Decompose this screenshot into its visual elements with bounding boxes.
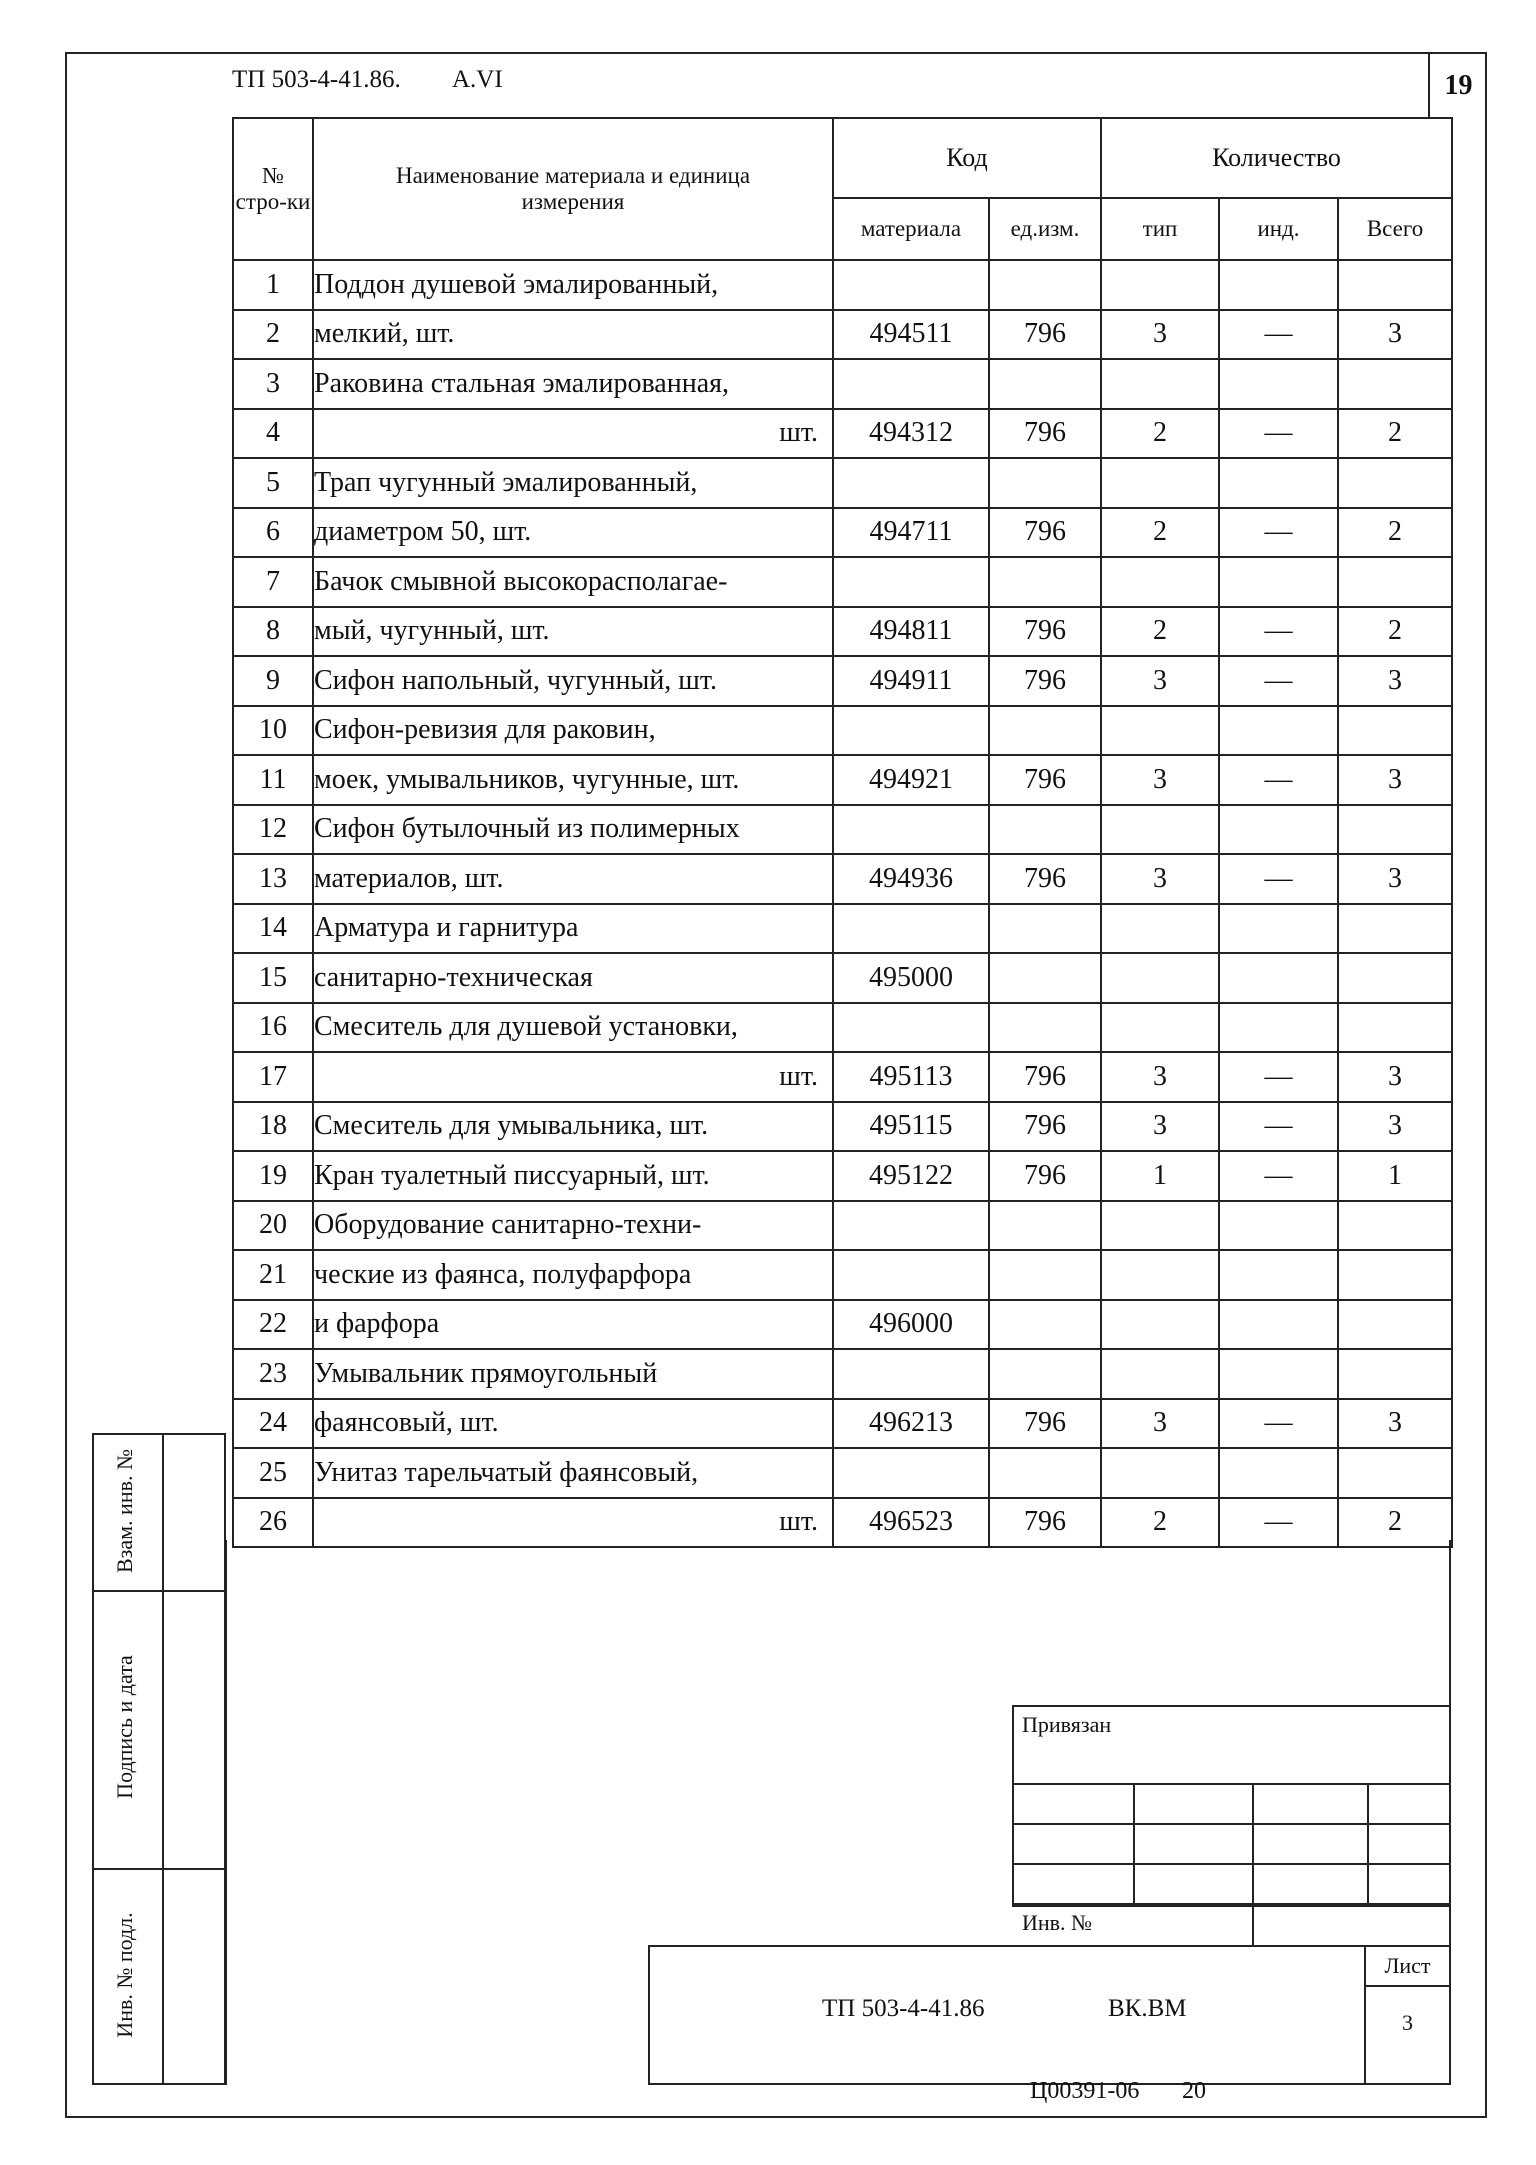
row-number: 9 [233, 656, 313, 706]
unit-code [989, 557, 1101, 607]
col-name: Наименование материала и единица измерения [313, 118, 833, 260]
side-stamp-row-1 [92, 1590, 226, 1592]
header-album: A.VI [452, 66, 503, 93]
qty-ind: — [1219, 1399, 1338, 1449]
qty-type [1101, 458, 1219, 508]
row-number: 7 [233, 557, 313, 607]
qty-ind [1219, 1250, 1338, 1300]
material-name: моек, умывальников, чугунные, шт. [313, 755, 833, 805]
qty-type [1101, 706, 1219, 756]
qty-ind [1219, 904, 1338, 954]
table-row [233, 260, 1452, 310]
row-number: 1 [233, 260, 313, 310]
unit-code: 796 [989, 1151, 1101, 1201]
qty-ind [1219, 458, 1338, 508]
qty-ind [1219, 1448, 1338, 1498]
unit-code: 796 [989, 656, 1101, 706]
col-qty-total: Всего [1338, 198, 1452, 260]
qty-type: 1 [1101, 1151, 1219, 1201]
material-code [833, 706, 989, 756]
table-row [233, 755, 1452, 805]
material-code: 495115 [833, 1102, 989, 1152]
table-row [233, 1349, 1452, 1399]
qty-type [1101, 1300, 1219, 1350]
table-row [233, 1201, 1452, 1251]
page-number: 19 [1444, 70, 1473, 101]
qty-ind [1219, 359, 1338, 409]
qty-type: 3 [1101, 854, 1219, 904]
table-row [233, 557, 1452, 607]
qty-type: 2 [1101, 508, 1219, 558]
table-row [233, 1052, 1452, 1102]
unit-code: 796 [989, 1052, 1101, 1102]
unit-code [989, 1201, 1101, 1251]
qty-total [1338, 1349, 1452, 1399]
table-row [233, 508, 1452, 558]
qty-type [1101, 953, 1219, 1003]
table-row [233, 1300, 1452, 1350]
sheet-number: 3 [1402, 2010, 1413, 2035]
qty-total [1338, 805, 1452, 855]
qty-ind: — [1219, 1052, 1338, 1102]
qty-total: 2 [1338, 508, 1452, 558]
table-row [233, 1498, 1452, 1548]
qty-total: 2 [1338, 409, 1452, 459]
table-row [233, 1399, 1452, 1449]
qty-ind [1219, 1003, 1338, 1053]
table-row [233, 706, 1452, 756]
unit-code: 796 [989, 854, 1101, 904]
qty-type [1101, 1003, 1219, 1053]
qty-type [1101, 1448, 1219, 1498]
qty-ind [1219, 1349, 1338, 1399]
stamp-grid-row [1012, 1905, 1451, 1907]
col-qty-group: Количество [1101, 118, 1452, 198]
qty-ind [1219, 260, 1338, 310]
row-number: 17 [233, 1052, 313, 1102]
material-code [833, 1448, 989, 1498]
qty-ind: — [1219, 854, 1338, 904]
material-name: Кран туалетный писсуарный, шт. [313, 1151, 833, 1201]
qty-type [1101, 1201, 1219, 1251]
qty-ind: — [1219, 1498, 1338, 1548]
material-name: шт. [313, 1052, 833, 1102]
row-number: 10 [233, 706, 313, 756]
qty-total [1338, 904, 1452, 954]
qty-total [1338, 1300, 1452, 1350]
table-row [233, 409, 1452, 459]
row-number: 3 [233, 359, 313, 409]
row-number: 5 [233, 458, 313, 508]
qty-total [1338, 1003, 1452, 1053]
table-row [233, 805, 1452, 855]
header-doc-code: ТП 503-4-41.86. [232, 66, 401, 93]
stamp-grid-col [1252, 1783, 1254, 1905]
qty-total: 1 [1338, 1151, 1452, 1201]
qty-type: 3 [1101, 1102, 1219, 1152]
side-inv-podl-label: Инв. № подл. [112, 1912, 137, 2038]
material-code [833, 359, 989, 409]
qty-type: 3 [1101, 310, 1219, 360]
table-row [233, 1151, 1452, 1201]
material-code [833, 1250, 989, 1300]
qty-type: 3 [1101, 1399, 1219, 1449]
qty-type [1101, 1250, 1219, 1300]
qty-ind: — [1219, 755, 1338, 805]
material-name: диаметром 50, шт. [313, 508, 833, 558]
unit-code [989, 1349, 1101, 1399]
qty-ind: — [1219, 310, 1338, 360]
qty-total [1338, 359, 1452, 409]
qty-type: 2 [1101, 409, 1219, 459]
qty-total: 3 [1338, 755, 1452, 805]
material-code: 494711 [833, 508, 989, 558]
table-row [233, 607, 1452, 657]
unit-code [989, 706, 1101, 756]
material-name: и фарфора [313, 1300, 833, 1350]
material-code: 494921 [833, 755, 989, 805]
qty-ind [1219, 1300, 1338, 1350]
qty-ind: — [1219, 1102, 1338, 1152]
qty-ind: — [1219, 1151, 1338, 1201]
table-row [233, 310, 1452, 360]
material-code [833, 557, 989, 607]
table-row [233, 904, 1452, 954]
material-name: Арматура и гарнитура [313, 904, 833, 954]
qty-type [1101, 359, 1219, 409]
qty-type: 3 [1101, 656, 1219, 706]
row-number: 20 [233, 1201, 313, 1251]
material-code: 494811 [833, 607, 989, 657]
title-section: ВК.ВМ [1108, 1995, 1187, 2022]
material-name: Умывальник прямоугольный [313, 1349, 833, 1399]
title-block-sheet-row [1364, 1985, 1451, 1987]
col-code-unit: ед.изм. [989, 198, 1101, 260]
material-code [833, 1349, 989, 1399]
material-name: мый, чугунный, шт. [313, 607, 833, 657]
row-number: 23 [233, 1349, 313, 1399]
material-code: 494936 [833, 854, 989, 904]
material-code: 495000 [833, 953, 989, 1003]
row-number: 12 [233, 805, 313, 855]
materials-table [232, 117, 1453, 1548]
material-name: фаянсовый, шт. [313, 1399, 833, 1449]
privyazan-label: Привязан [1022, 1712, 1112, 1737]
unit-code: 796 [989, 409, 1101, 459]
title-doc-code: ТП 503-4-41.86 [822, 1995, 985, 2022]
material-name: Поддон душевой эмалированный, [313, 260, 833, 310]
qty-total: 3 [1338, 854, 1452, 904]
col-qty-ind: инд. [1219, 198, 1338, 260]
qty-total [1338, 706, 1452, 756]
qty-total: 3 [1338, 656, 1452, 706]
material-name: Сифон напольный, чугунный, шт. [313, 656, 833, 706]
qty-type [1101, 1349, 1219, 1399]
stamp-grid-col [1367, 1783, 1369, 1905]
row-number: 21 [233, 1250, 313, 1300]
material-name: Раковина стальная эмалированная, [313, 359, 833, 409]
table-row [233, 656, 1452, 706]
sheet-label: Лист [1384, 1953, 1431, 1978]
row-number: 15 [233, 953, 313, 1003]
unit-code [989, 953, 1101, 1003]
material-name: Смеситель для умывальника, шт. [313, 1102, 833, 1152]
row-number: 8 [233, 607, 313, 657]
qty-ind [1219, 953, 1338, 1003]
qty-total: 3 [1338, 1052, 1452, 1102]
stamp-grid-row [1012, 1823, 1451, 1825]
row-number: 26 [233, 1498, 313, 1548]
qty-type: 2 [1101, 607, 1219, 657]
qty-total [1338, 1448, 1452, 1498]
stamp-grid [1012, 1783, 1451, 1905]
qty-type: 2 [1101, 1498, 1219, 1548]
table-row [233, 458, 1452, 508]
material-name: Сифон-ревизия для раковин, [313, 706, 833, 756]
material-code: 496523 [833, 1498, 989, 1548]
qty-type [1101, 557, 1219, 607]
qty-type: 3 [1101, 755, 1219, 805]
title-block [648, 1945, 1451, 2085]
unit-code [989, 904, 1101, 954]
material-name: материалов, шт. [313, 854, 833, 904]
qty-ind [1219, 805, 1338, 855]
unit-code: 796 [989, 310, 1101, 360]
material-name: Бачок смывной высокорасполагае- [313, 557, 833, 607]
material-code [833, 904, 989, 954]
unit-code [989, 359, 1101, 409]
row-number: 2 [233, 310, 313, 360]
material-name: Оборудование санитарно-техни- [313, 1201, 833, 1251]
inv-no-label: Инв. № [1022, 1910, 1093, 1935]
unit-code [989, 1300, 1101, 1350]
qty-type: 3 [1101, 1052, 1219, 1102]
table-row [233, 1003, 1452, 1053]
side-signature-label: Подпись и дата [112, 1655, 137, 1799]
material-code: 495113 [833, 1052, 989, 1102]
qty-total: 3 [1338, 310, 1452, 360]
material-name: Трап чугунный эмалированный, [313, 458, 833, 508]
footer-page: 20 [1182, 2078, 1206, 2104]
qty-ind: — [1219, 607, 1338, 657]
col-row-no: № стро-ки [233, 118, 313, 260]
material-code: 496213 [833, 1399, 989, 1449]
col-code-group: Код [833, 118, 1101, 198]
qty-total: 3 [1338, 1102, 1452, 1152]
qty-total: 2 [1338, 1498, 1452, 1548]
qty-type [1101, 805, 1219, 855]
material-code: 494511 [833, 310, 989, 360]
material-code: 494911 [833, 656, 989, 706]
row-number: 6 [233, 508, 313, 558]
unit-code: 796 [989, 1399, 1101, 1449]
row-number: 18 [233, 1102, 313, 1152]
material-name: мелкий, шт. [313, 310, 833, 360]
material-name: шт. [313, 1498, 833, 1548]
material-name: Смеситель для душевой установки, [313, 1003, 833, 1053]
row-number: 22 [233, 1300, 313, 1350]
side-stamp-row-2 [92, 1868, 226, 1870]
unit-code [989, 260, 1101, 310]
unit-code [989, 1003, 1101, 1053]
qty-ind [1219, 1201, 1338, 1251]
material-code [833, 1003, 989, 1053]
qty-type [1101, 904, 1219, 954]
material-code [833, 805, 989, 855]
qty-ind: — [1219, 409, 1338, 459]
unit-code: 796 [989, 1102, 1101, 1152]
qty-ind: — [1219, 656, 1338, 706]
qty-total [1338, 557, 1452, 607]
material-code [833, 260, 989, 310]
row-number: 13 [233, 854, 313, 904]
qty-total [1338, 260, 1452, 310]
unit-code: 796 [989, 1498, 1101, 1548]
qty-total [1338, 953, 1452, 1003]
unit-code: 796 [989, 508, 1101, 558]
qty-ind [1219, 706, 1338, 756]
qty-total [1338, 1250, 1452, 1300]
row-number: 4 [233, 409, 313, 459]
material-name: санитарно-техническая [313, 953, 833, 1003]
stamp-grid-col [1133, 1783, 1135, 1905]
row-number: 11 [233, 755, 313, 805]
material-code: 494312 [833, 409, 989, 459]
qty-total [1338, 1201, 1452, 1251]
unit-code: 796 [989, 607, 1101, 657]
col-qty-type: тип [1101, 198, 1219, 260]
table-row [233, 359, 1452, 409]
row-number: 24 [233, 1399, 313, 1449]
table-row [233, 1250, 1452, 1300]
qty-type [1101, 260, 1219, 310]
footer-code: Ц00391-06 [1030, 2078, 1140, 2104]
unit-code [989, 458, 1101, 508]
row-number: 14 [233, 904, 313, 954]
side-vzam-label: Взам. инв. № [112, 1449, 137, 1573]
material-name: ческие из фаянса, полуфарфора [313, 1250, 833, 1300]
stamp-grid-col [1252, 1905, 1254, 1945]
table-row [233, 1448, 1452, 1498]
row-number: 25 [233, 1448, 313, 1498]
qty-total: 2 [1338, 607, 1452, 657]
unit-code: 796 [989, 755, 1101, 805]
row-number: 16 [233, 1003, 313, 1053]
side-stamp-divider [162, 1433, 164, 2085]
unit-code [989, 1250, 1101, 1300]
table-row [233, 854, 1452, 904]
material-name: Унитаз тарельчатый фаянсовый, [313, 1448, 833, 1498]
stamp-grid-row [1012, 1863, 1451, 1865]
material-name: Сифон бутылочный из полимерных [313, 805, 833, 855]
qty-total [1338, 458, 1452, 508]
qty-total: 3 [1338, 1399, 1452, 1449]
table-row [233, 953, 1452, 1003]
qty-ind [1219, 557, 1338, 607]
table-row [233, 1102, 1452, 1152]
material-code [833, 1201, 989, 1251]
unit-code [989, 1448, 1101, 1498]
unit-code [989, 805, 1101, 855]
material-name: шт. [313, 409, 833, 459]
material-code [833, 458, 989, 508]
col-code-material: материала [833, 198, 989, 260]
qty-ind: — [1219, 508, 1338, 558]
material-code: 496000 [833, 1300, 989, 1350]
row-number: 19 [233, 1151, 313, 1201]
material-code: 495122 [833, 1151, 989, 1201]
